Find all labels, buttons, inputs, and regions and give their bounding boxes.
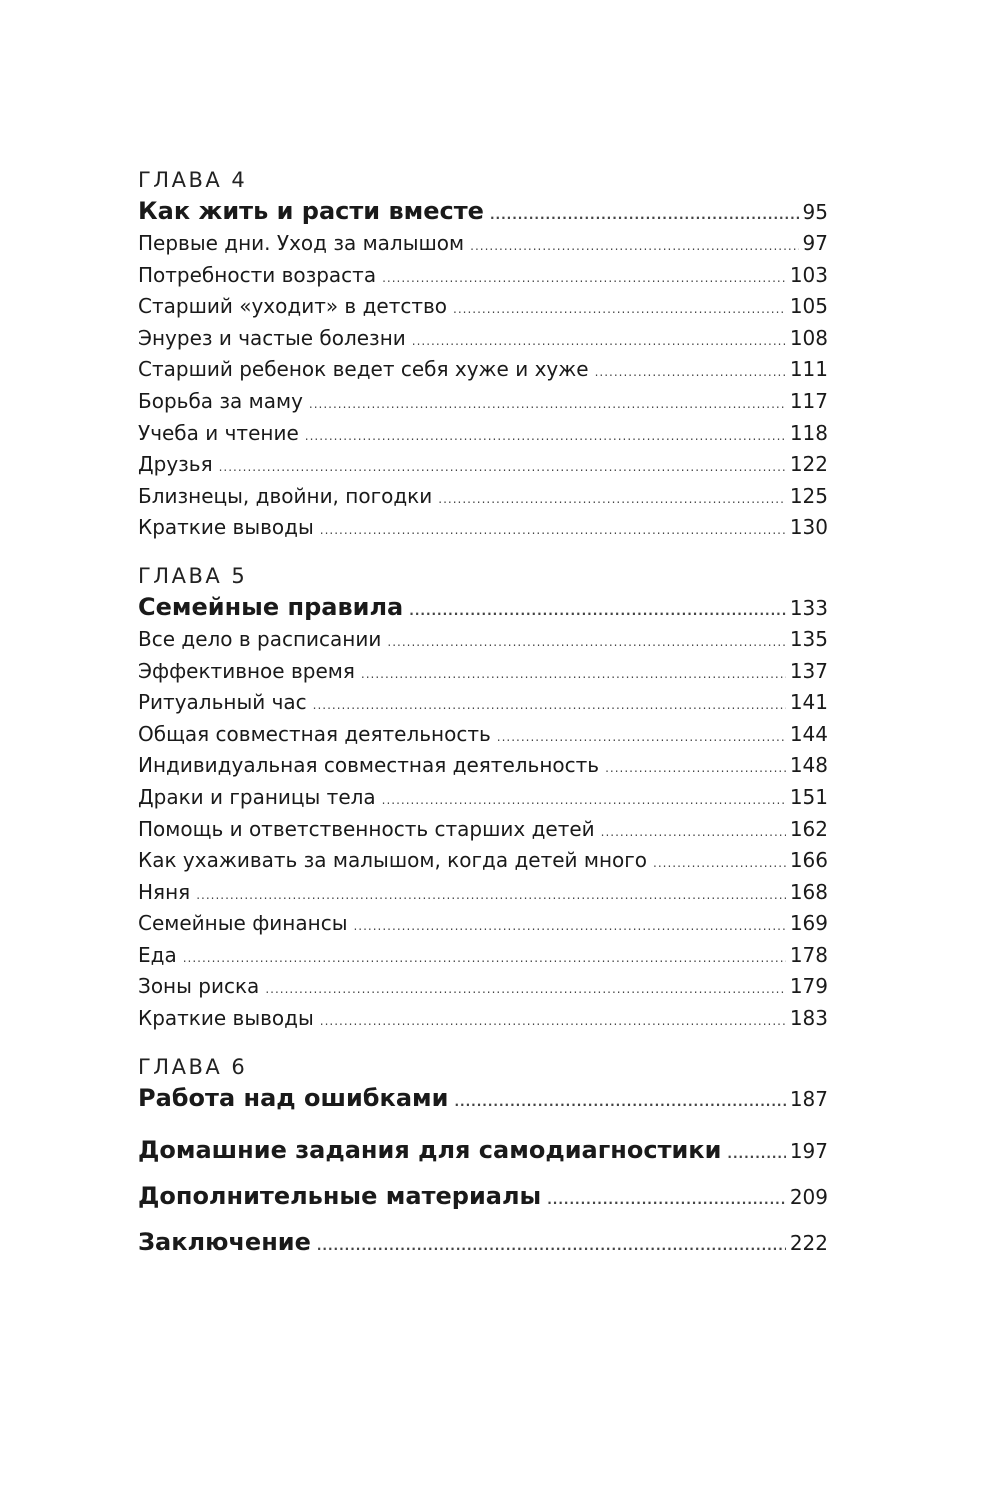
dot-leader xyxy=(412,326,786,358)
chapter-title-entry[interactable] xyxy=(138,1081,828,1115)
entry-title: Старший ребенок ведет себя хуже и хуже xyxy=(138,357,589,382)
entry-title: Зоны риска xyxy=(138,974,260,999)
toc-entry[interactable] xyxy=(138,656,828,688)
entry-title: Эффективное время xyxy=(138,658,355,683)
page-number: 125 xyxy=(789,483,828,508)
entry-title: Краткие выводы xyxy=(138,1006,314,1031)
toc-entry[interactable] xyxy=(138,449,828,481)
entry-title: Семейные финансы xyxy=(138,911,348,936)
chapter-title-entry[interactable] xyxy=(138,194,828,228)
entry-title: Близнецы, двойни, погодки xyxy=(138,483,433,508)
toc-entry[interactable] xyxy=(138,624,828,656)
page-number: 105 xyxy=(789,294,828,319)
entry-title: Заключение xyxy=(138,1227,311,1256)
dot-leader xyxy=(653,848,786,880)
dot-leader xyxy=(470,231,798,263)
chapter-title: Как жить и расти вместе xyxy=(138,197,484,225)
table-of-contents xyxy=(138,166,828,1265)
toc-entry[interactable] xyxy=(138,782,828,814)
page-number: 111 xyxy=(789,357,828,382)
toc-entry[interactable] xyxy=(138,386,828,418)
entry-title: Первые дни. Уход за малышом xyxy=(138,231,465,255)
entry-title: Все дело в расписании xyxy=(138,626,382,651)
toc-entry[interactable] xyxy=(138,512,828,544)
toc-entry[interactable] xyxy=(138,971,828,1003)
toc-entry[interactable] xyxy=(138,354,828,386)
page-number: 222 xyxy=(789,1230,828,1255)
toc-entry[interactable] xyxy=(138,1003,828,1035)
page-number: 179 xyxy=(789,974,828,999)
entry-title: Дополнительные материалы xyxy=(138,1181,542,1210)
dot-leader xyxy=(183,943,786,975)
page-number: 122 xyxy=(789,452,828,477)
page-number: 97 xyxy=(802,231,828,255)
page-number: 118 xyxy=(789,420,828,445)
toc-entry[interactable] xyxy=(138,228,828,260)
entry-title: Индивидуальная совместная деятельность xyxy=(138,753,600,778)
entry-title: Драки и границы тела xyxy=(138,784,376,809)
page-number: 95 xyxy=(802,200,828,224)
entry-title: Ритуальный час xyxy=(138,690,307,715)
dot-leader xyxy=(605,753,786,785)
chapter-title-entry[interactable] xyxy=(138,590,828,624)
dot-leader xyxy=(497,722,786,754)
entry-title: Как ухаживать за малышом, когда детей много xyxy=(138,848,648,873)
entry-title: Домашние задания для самодиагностики xyxy=(138,1135,722,1164)
page-number: 133 xyxy=(789,595,828,620)
dot-leader xyxy=(309,389,786,421)
dot-leader xyxy=(313,690,786,722)
dot-leader xyxy=(317,1223,786,1269)
dot-leader xyxy=(727,1131,785,1177)
chapter-title: Работа над ошибками xyxy=(138,1083,449,1112)
entry-title: Старший «уходит» в детство xyxy=(138,294,448,319)
toc-entry[interactable] xyxy=(138,481,828,513)
entry-title: Друзья xyxy=(138,452,213,477)
entry-title: Помощь и ответственность старших детей xyxy=(138,816,595,841)
chapter-5 xyxy=(138,562,828,1035)
dot-leader xyxy=(438,484,786,516)
page-number: 187 xyxy=(789,1086,828,1111)
dot-leader xyxy=(196,880,786,912)
dot-leader xyxy=(454,1085,785,1119)
entry-title: Общая совместная деятельность xyxy=(138,721,491,746)
back-matter xyxy=(138,1127,828,1265)
page-number: 151 xyxy=(789,784,828,809)
entry-title: Борьба за маму xyxy=(138,388,303,413)
toc-entry[interactable] xyxy=(138,845,828,877)
dot-leader xyxy=(595,357,786,389)
entry-title: Еда xyxy=(138,942,177,967)
dot-leader xyxy=(305,421,786,453)
dot-leader xyxy=(320,1006,786,1038)
toc-entry[interactable] xyxy=(138,418,828,450)
toc-entry[interactable] xyxy=(138,323,828,355)
page-number: 130 xyxy=(789,515,828,540)
dot-leader xyxy=(353,911,785,943)
page-number: 168 xyxy=(789,879,828,904)
toc-entry[interactable] xyxy=(138,877,828,909)
page-number: 144 xyxy=(789,721,828,746)
page-number: 135 xyxy=(789,626,828,651)
toc-entry[interactable] xyxy=(138,940,828,972)
back-matter-entry[interactable] xyxy=(138,1127,828,1173)
dot-leader xyxy=(382,263,786,295)
dot-leader xyxy=(320,515,786,547)
entry-title: Краткие выводы xyxy=(138,515,314,540)
dot-leader xyxy=(409,594,786,628)
dot-leader xyxy=(490,198,799,232)
chapter-4 xyxy=(138,166,828,544)
entry-title: Потребности возраста xyxy=(138,262,377,287)
dot-leader xyxy=(601,817,786,849)
chapter-label: ГЛАВА 6 xyxy=(138,1054,248,1079)
back-matter-entry[interactable] xyxy=(138,1219,828,1265)
toc-entry[interactable] xyxy=(138,291,828,323)
chapter-label: ГЛАВА 4 xyxy=(138,168,248,192)
page-number: 183 xyxy=(789,1006,828,1031)
toc-entry[interactable] xyxy=(138,750,828,782)
dot-leader xyxy=(453,294,786,326)
page-number: 169 xyxy=(789,911,828,936)
back-matter-entry[interactable] xyxy=(138,1173,828,1219)
chapter-6 xyxy=(138,1053,828,1115)
dot-leader xyxy=(382,785,786,817)
page-number: 137 xyxy=(789,658,828,683)
page-number: 166 xyxy=(789,848,828,873)
toc-entry[interactable] xyxy=(138,908,828,940)
entry-title: Няня xyxy=(138,879,191,904)
page-number: 141 xyxy=(789,690,828,715)
page-number: 197 xyxy=(789,1138,828,1163)
dot-leader xyxy=(219,452,786,484)
toc-entry[interactable] xyxy=(138,687,828,719)
page-number: 178 xyxy=(789,942,828,967)
page-number: 108 xyxy=(789,325,828,350)
entry-title: Энурез и частые болезни xyxy=(138,325,406,350)
page-number: 117 xyxy=(789,388,828,413)
page-number: 103 xyxy=(789,262,828,287)
dot-leader xyxy=(265,974,786,1006)
chapter-label: ГЛАВА 5 xyxy=(138,563,248,588)
toc-entry[interactable] xyxy=(138,260,828,292)
page-number: 162 xyxy=(789,816,828,841)
dot-leader xyxy=(387,627,785,659)
dot-leader xyxy=(361,659,786,691)
dot-leader xyxy=(547,1177,786,1223)
page-number: 209 xyxy=(789,1184,828,1209)
toc-entry[interactable] xyxy=(138,719,828,751)
toc-entry[interactable] xyxy=(138,814,828,846)
entry-title: Учеба и чтение xyxy=(138,420,299,445)
chapter-title: Семейные правила xyxy=(138,592,404,621)
page-number: 148 xyxy=(789,753,828,778)
